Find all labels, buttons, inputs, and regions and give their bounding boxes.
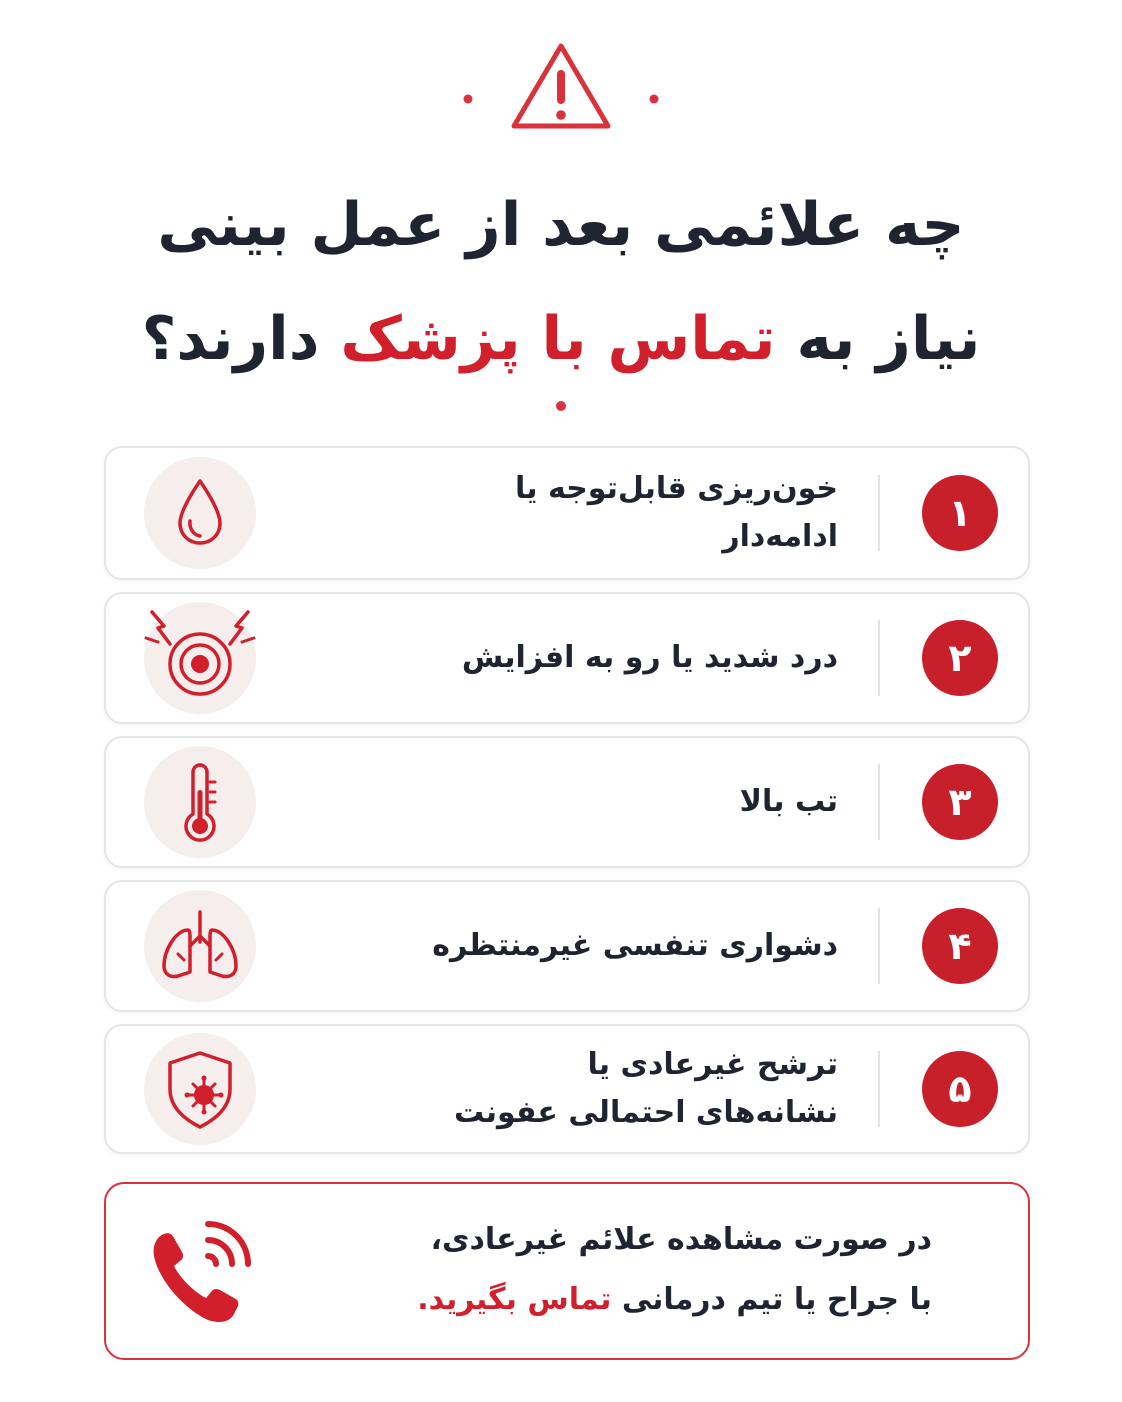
card-divider [878,1051,880,1127]
lungs-icon [144,890,256,1002]
page-title [60,168,1062,396]
card-divider [878,620,880,696]
number-badge: ۱ [922,475,998,551]
symptom-text: درد شدید یا رو به افزایش [461,640,838,675]
icon-circle [144,1033,256,1145]
title-line-2 [60,282,1062,396]
symptom-card-5 [104,1024,1030,1154]
symptom-text: دشواری تنفسی غیرمنتظره [432,928,838,963]
thermometer-icon [144,746,256,858]
title-line-2-suffix: دارند؟ [141,304,341,374]
contact-callout [104,1182,1030,1360]
icon-circle [144,746,256,858]
title-line-2-prefix: نیاز به [775,304,981,374]
icon-circle [144,457,256,569]
phone-ringing-icon [142,1216,258,1332]
icon-circle [144,890,256,1002]
pain-target-icon [138,588,262,714]
title-divider [0,396,1122,416]
number-badge: ۳ [922,764,998,840]
title-line-1: چه علائمی بعد از عمل بینی [157,190,965,260]
number-badge: ۲ [922,620,998,696]
header-decoration [0,42,1122,132]
warning-triangle-icon [514,46,608,126]
symptom-text: تب بالا [739,784,838,819]
title-accent: تماس با پزشک [340,304,776,374]
callout-text [332,1210,932,1330]
symptom-card-3 [104,736,1030,868]
shield-virus-icon [144,1033,256,1145]
callout-line-2 [332,1270,932,1330]
symptom-text: ترشح غیرعادی یا نشانه‌های احتمالی عفونت [453,1047,838,1130]
symptom-card-1 [104,446,1030,580]
number-badge: ۵ [922,1051,998,1127]
card-divider [878,764,880,840]
card-divider [878,908,880,984]
callout-accent: تماس بگیرید. [417,1282,612,1317]
symptom-card-2 [104,592,1030,724]
number-badge: ۴ [922,908,998,984]
callout-line-1: در صورت مشاهده علائم غیرعادی، [430,1222,932,1257]
card-divider [878,475,880,551]
icon-circle [144,602,256,714]
callout-line-2-prefix: با جراح یا تیم درمانی [611,1282,932,1317]
symptom-card-4 [104,880,1030,1012]
symptom-text: خون‌ریزی قابل‌توجه یا ادامه‌دار [515,471,838,554]
blood-drop-icon [144,457,256,569]
